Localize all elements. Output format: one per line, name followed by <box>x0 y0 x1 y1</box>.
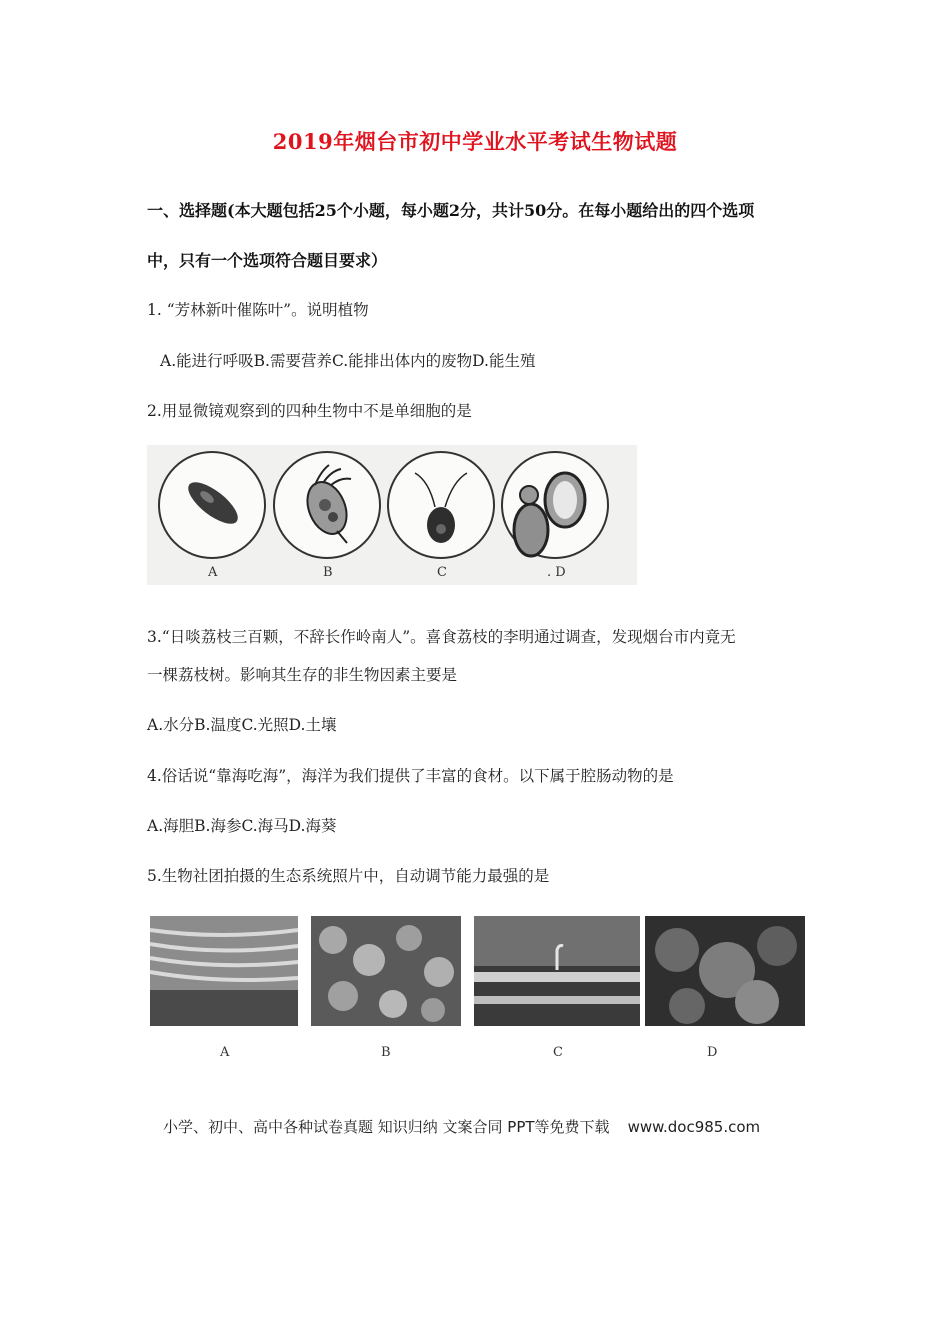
figure-cell-c <box>388 452 494 558</box>
photo-label-b: B <box>381 1045 391 1060</box>
question-4-stem: 4.俗话说“靠海吃海”，海洋为我们提供了丰富的食材。以下属于腔肠动物的是 <box>147 767 674 785</box>
question-2-stem: 2.用显微镜观察到的四种生物中不是单细胞的是 <box>147 402 472 420</box>
photo-lily-pond <box>311 916 461 1026</box>
photo-label-c: C <box>553 1045 563 1060</box>
question-4-options: A.海胆B.海参C.海马D.海葵 <box>147 817 337 835</box>
photo-label-d: D <box>707 1045 718 1060</box>
photo-label-a: A <box>220 1045 230 1060</box>
question-1-stem: 1. “芳林新叶催陈叶”。说明植物 <box>147 301 369 319</box>
question-5-stem: 5.生物社团拍摄的生态系统照片中，自动调节能力最强的是 <box>147 867 550 885</box>
footer-url-link[interactable]: www.doc985.com <box>627 1118 761 1136</box>
question-5-figure <box>147 910 805 1062</box>
question-1-options: A.能进行呼吸B.需要营养C.能排出体内的废物D.能生殖 <box>160 352 536 370</box>
figure-cell-b <box>274 452 380 558</box>
question-3-stem-line1: 3.“日啖荔枝三百颗，不辞长作岭南人”。喜食荔枝的李明通过调查，发现烟台市内竟无 <box>147 628 736 646</box>
photo-forest <box>645 916 805 1026</box>
figure-label-c: C <box>437 565 447 580</box>
footer <box>163 1116 760 1137</box>
question-3-options: A.水分B.温度C.光照D.土壤 <box>147 716 337 734</box>
figure-cell-d <box>502 452 608 558</box>
figure-label-d: . D <box>547 565 566 580</box>
figure-label-a: A <box>208 565 218 580</box>
figure-label-b: B <box>323 565 333 580</box>
footer-text: 小学、初中、高中各种试卷真题 知识归纳 文案合同 PPT等免费下载 <box>163 1118 610 1136</box>
photo-farmland <box>150 916 298 1026</box>
question-2-figure <box>147 445 637 585</box>
section-heading-line1: 一、选择题(本大题包括25个小题，每小题2分，共计50分。在每小题给出的四个选项 <box>147 201 755 220</box>
photo-wetland <box>474 916 640 1026</box>
page-title: 2019年烟台市初中学业水平考试生物试题 <box>272 129 678 154</box>
question-3-stem-line2: 一棵荔枝树。影响其生存的非生物因素主要是 <box>147 666 458 684</box>
section-heading-line2: 中，只有一个选项符合题目要求） <box>147 251 388 270</box>
figure-cell-a <box>159 452 265 558</box>
